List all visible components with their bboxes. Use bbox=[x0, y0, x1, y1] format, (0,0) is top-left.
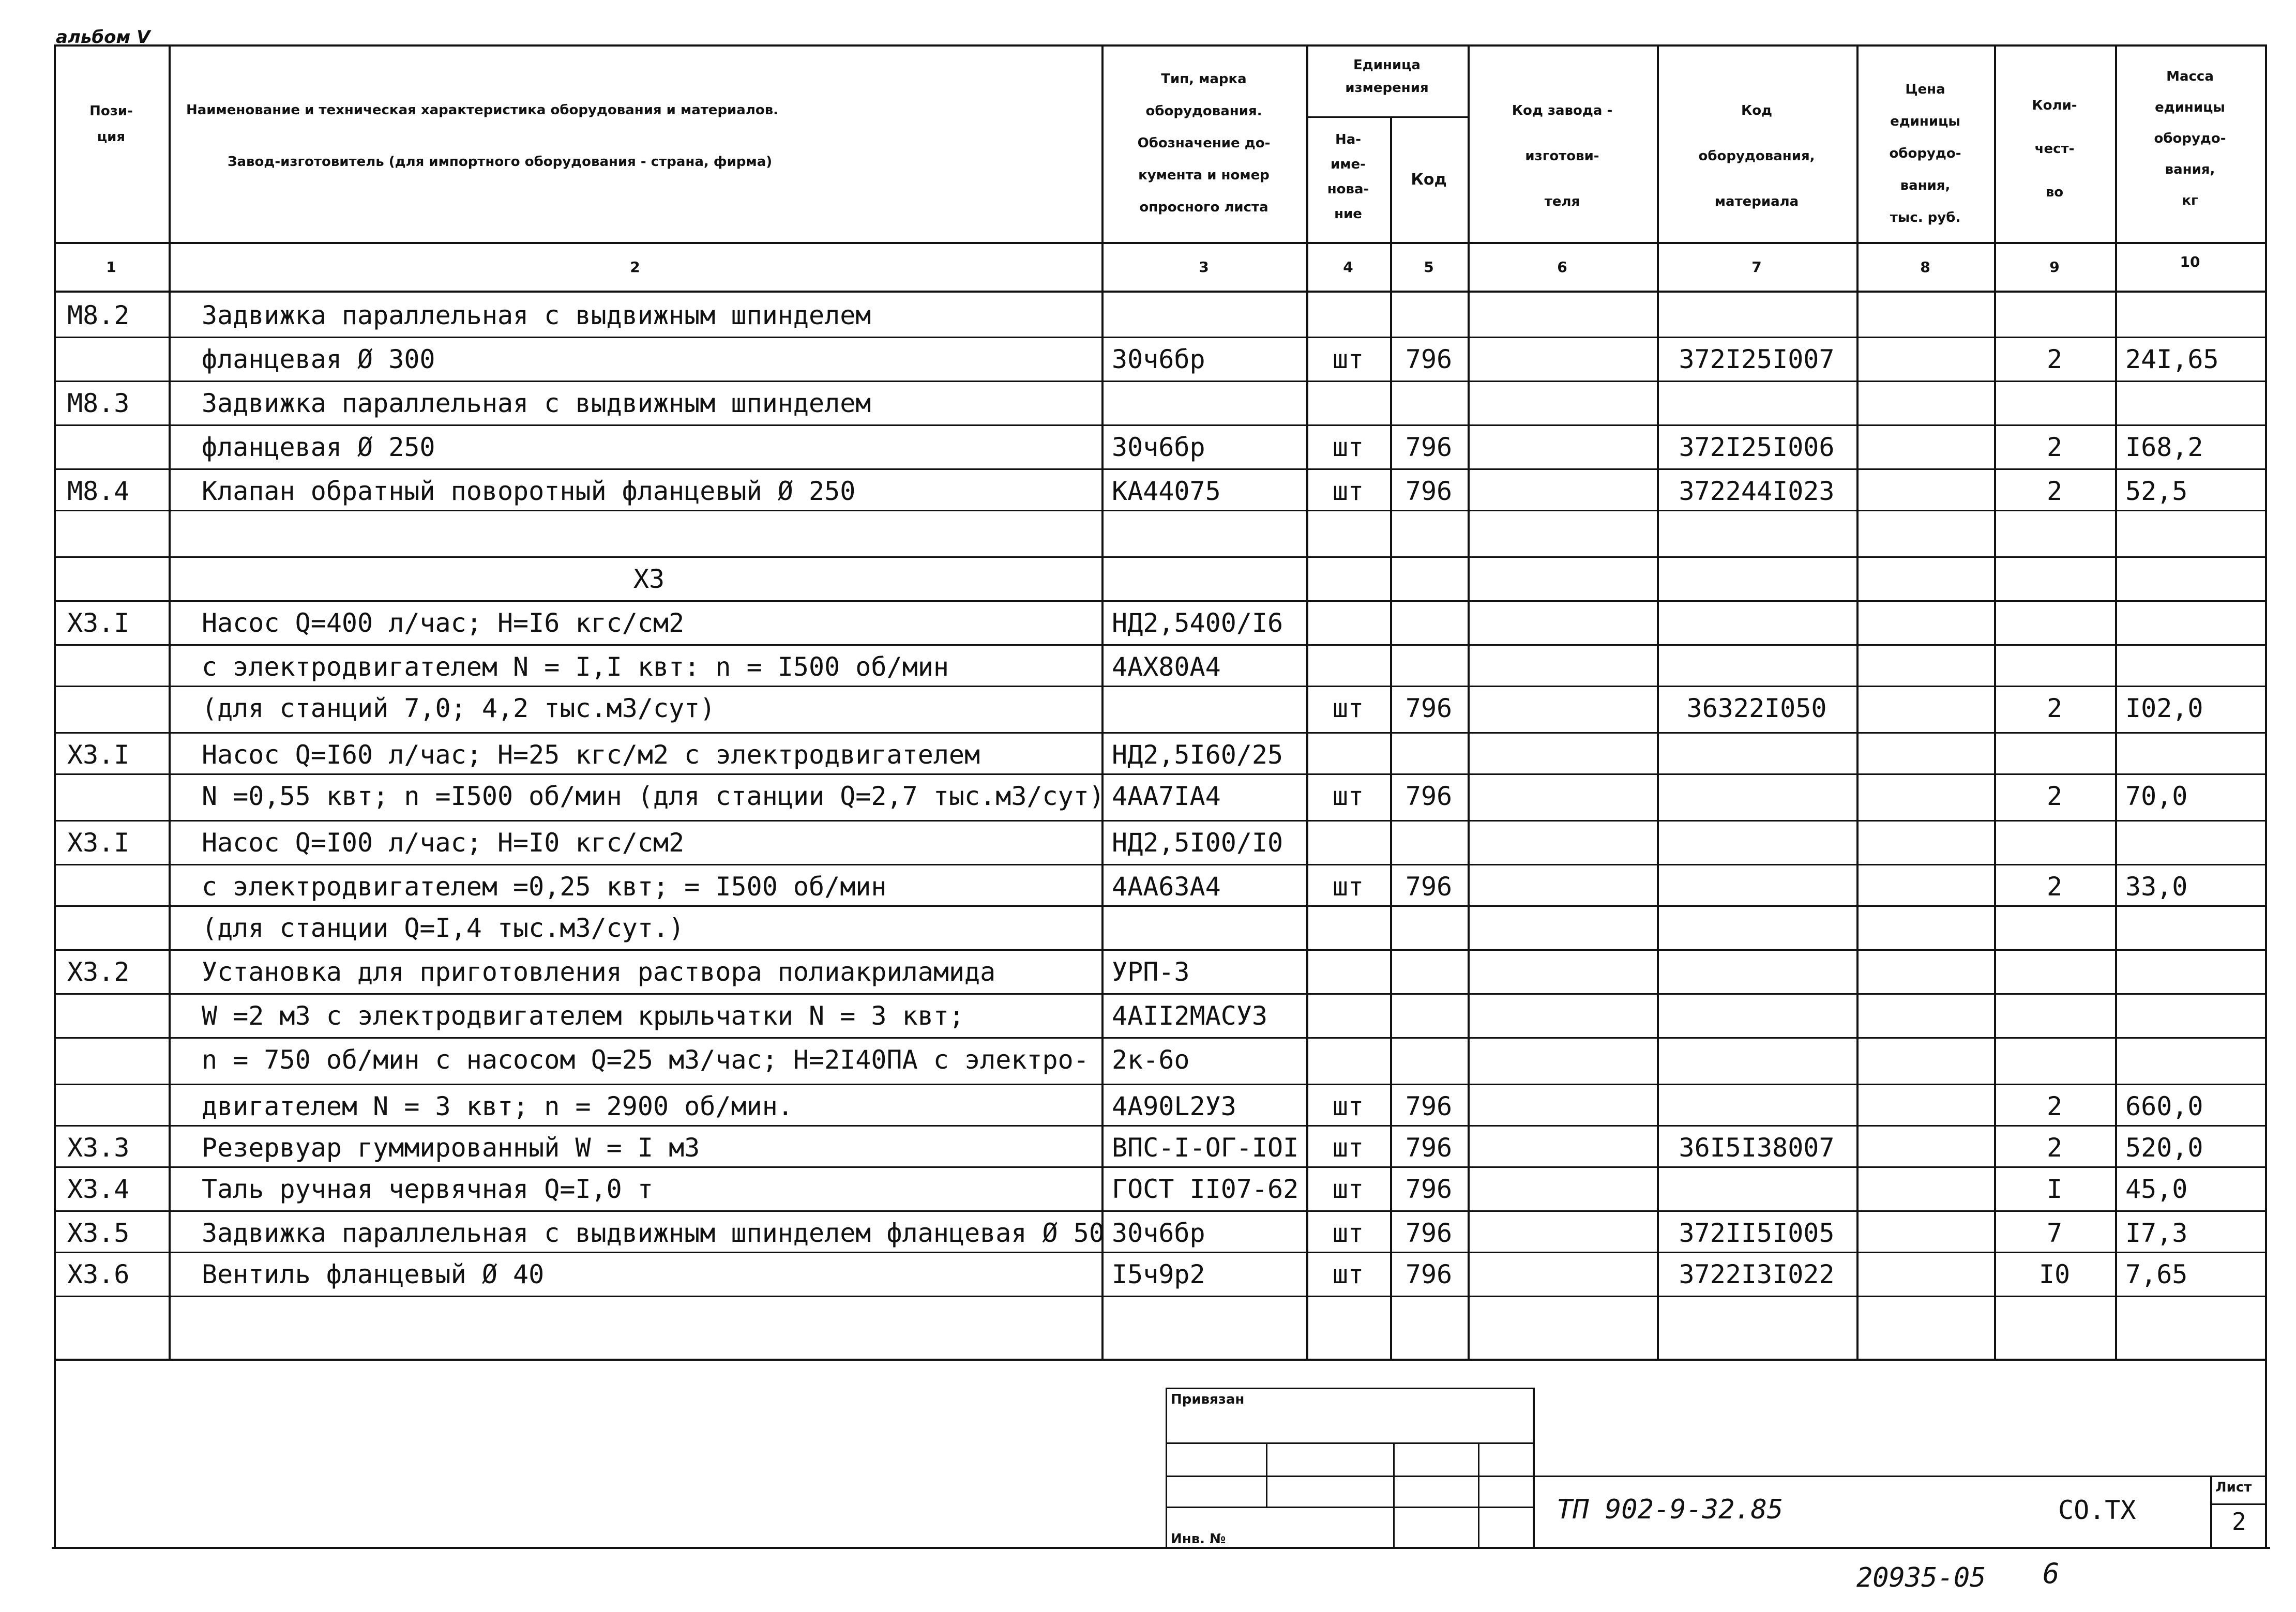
cell-name: с электродвигателем N = I,I квт: n = I500 об/мин bbox=[202, 652, 949, 682]
header-name-line2: Завод-изготовитель (для импортного оборудования - страна, фирма) bbox=[228, 154, 773, 170]
cell-pos: X3.2 bbox=[67, 957, 130, 987]
cell-code: 796 bbox=[1405, 693, 1453, 723]
cell-name: Задвижка параллельная с выдвижным шпинделем фланцевая Ø 50 bbox=[202, 1218, 1105, 1248]
row-divider bbox=[54, 1125, 2265, 1127]
header-unit: Единица измерения bbox=[1345, 57, 1429, 96]
cell-code: 796 bbox=[1405, 344, 1453, 374]
colnum-10: 10 bbox=[2180, 253, 2200, 270]
row-divider bbox=[54, 468, 2265, 470]
row-divider bbox=[54, 510, 2265, 511]
header-type: Тип, марка оборудования. Обозначение до- кумента и номер опросного листа bbox=[1137, 71, 1271, 215]
stamp-bound-label: Привязан bbox=[1171, 1392, 1245, 1407]
cell-eq: 36I5I38007 bbox=[1679, 1133, 1835, 1163]
cell-qty: 2 bbox=[2046, 781, 2063, 811]
colnum-9: 9 bbox=[2049, 258, 2060, 276]
cell-type: 4AA7IA4 bbox=[1112, 781, 1221, 811]
frame-right bbox=[2265, 44, 2267, 1548]
cell-name: с электродвигателем =0,25 квт; = I500 об/мин bbox=[202, 872, 887, 902]
cell-qty: 2 bbox=[2046, 1133, 2063, 1163]
row-divider bbox=[54, 773, 2265, 775]
colnum-6: 6 bbox=[1557, 258, 1567, 276]
cell-unit: шт bbox=[1332, 476, 1364, 506]
cell-type: УРП-3 bbox=[1112, 957, 1190, 987]
archive-number: 20935-05 bbox=[1856, 1562, 1986, 1593]
sheet-label: Лист bbox=[2215, 1480, 2252, 1495]
row-divider bbox=[54, 381, 2265, 382]
cell-pos: M8.2 bbox=[67, 300, 130, 330]
cell-unit: шт bbox=[1332, 1259, 1364, 1289]
cell-mass: 24I,65 bbox=[2125, 344, 2219, 374]
cell-mass: 520,0 bbox=[2125, 1133, 2203, 1163]
cell-name: Клапан обратный поворотный фланцевый Ø 250 bbox=[202, 476, 856, 506]
col-line-2 bbox=[1101, 44, 1104, 1359]
col-line-7 bbox=[1856, 44, 1859, 1359]
cell-type: 30ч6бр bbox=[1112, 432, 1205, 462]
cell-type: 4A90L2У3 bbox=[1112, 1091, 1236, 1121]
col-line-9 bbox=[2115, 44, 2117, 1359]
row-divider bbox=[54, 949, 2265, 951]
cell-pos: X3.6 bbox=[67, 1259, 130, 1289]
table-end-line bbox=[54, 1359, 2265, 1361]
cell-type: I5ч9р2 bbox=[1112, 1259, 1205, 1289]
colnum-4: 4 bbox=[1343, 258, 1353, 276]
colnum-8: 8 bbox=[1920, 258, 1930, 276]
cell-code: 796 bbox=[1405, 872, 1453, 902]
colnum-7: 7 bbox=[1751, 258, 1762, 276]
cell-name: Насос Q=I60 л/час; H=25 кгс/м2 с электродвигателем bbox=[202, 740, 980, 770]
cell-name: Задвижка параллельная с выдвижным шпинделем bbox=[202, 388, 871, 418]
cell-name: N =0,55 квт; n =I500 об/мин (для станции Q=2,7 тыс.м3/сут) bbox=[202, 781, 1105, 811]
unit-header-split bbox=[1306, 116, 1468, 118]
cell-type: КА44075 bbox=[1112, 476, 1221, 506]
cell-unit: шт bbox=[1332, 1091, 1364, 1121]
header-unit-code: Код bbox=[1411, 171, 1447, 189]
cell-pos: X3.I bbox=[67, 740, 130, 770]
frame-bottom bbox=[52, 1547, 2270, 1549]
cell-mass: 45,0 bbox=[2125, 1174, 2188, 1204]
cell-type: 30ч6бр bbox=[1112, 344, 1205, 374]
cell-name: (для станций 7,0; 4,2 тыс.м3/сут) bbox=[202, 693, 716, 723]
row-divider bbox=[54, 1252, 2265, 1253]
cell-qty: 2 bbox=[2046, 693, 2063, 723]
cell-code: 796 bbox=[1405, 1259, 1453, 1289]
row-divider bbox=[54, 1210, 2265, 1212]
cell-mass: I68,2 bbox=[2125, 432, 2203, 462]
cell-mass: I7,3 bbox=[2125, 1218, 2188, 1248]
cell-name: двигателем N = 3 квт; n = 2900 об/мин. bbox=[202, 1091, 793, 1121]
header-name-line1: Наименование и техническая характеристика оборудования и материалов. bbox=[186, 102, 779, 118]
frame-top bbox=[54, 44, 2267, 47]
cell-name: Таль ручная червячная Q=I,0 т bbox=[202, 1174, 653, 1204]
page-number: 6 bbox=[2043, 1557, 2060, 1590]
header-mass: Масса единицы оборудо- вания, кг bbox=[2154, 69, 2226, 208]
cell-qty: 2 bbox=[2046, 872, 2063, 902]
cell-mass: 7,65 bbox=[2125, 1259, 2188, 1289]
cell-eq: 372II5I005 bbox=[1679, 1218, 1835, 1248]
colnum-3: 3 bbox=[1199, 258, 1209, 276]
cell-name: (для станции Q=I,4 тыс.м3/сут.) bbox=[202, 913, 685, 943]
cell-eq: 3722I3I022 bbox=[1679, 1259, 1835, 1289]
cell-mass: I02,0 bbox=[2125, 693, 2203, 723]
cell-eq: 372244I023 bbox=[1679, 476, 1835, 506]
cell-name: фланцевая Ø 250 bbox=[202, 432, 435, 462]
cell-eq: 36322I050 bbox=[1686, 693, 1827, 723]
cell-type: НД2,5I60/25 bbox=[1112, 740, 1283, 770]
cell-qty: 2 bbox=[2046, 344, 2063, 374]
row-divider bbox=[54, 1037, 2265, 1039]
col-line-1 bbox=[169, 44, 171, 1359]
cell-pos: X3.3 bbox=[67, 1133, 130, 1163]
cell-name: фланцевая Ø 300 bbox=[202, 344, 435, 374]
cell-pos: M8.4 bbox=[67, 476, 130, 506]
col-line-5 bbox=[1468, 44, 1470, 1359]
cell-qty: 2 bbox=[2046, 432, 2063, 462]
cell-qty: I0 bbox=[2038, 1259, 2071, 1289]
header-eq-code: Код оборудования, материала bbox=[1698, 103, 1815, 209]
cell-type: 4AA63A4 bbox=[1112, 872, 1221, 902]
header-price: Цена единицы оборудо- вания, тыс. руб. bbox=[1889, 82, 1961, 225]
cell-pos: X3.4 bbox=[67, 1174, 130, 1204]
colnum-bottom-line bbox=[54, 291, 2265, 293]
row-divider bbox=[54, 556, 2265, 558]
cell-code: 796 bbox=[1405, 1218, 1453, 1248]
cell-name: X3 bbox=[633, 564, 665, 594]
cell-unit: шт bbox=[1332, 1174, 1364, 1204]
colnum-5: 5 bbox=[1424, 258, 1434, 276]
cell-type: НД2,5I00/I0 bbox=[1112, 828, 1283, 858]
cell-qty: 2 bbox=[2046, 476, 2063, 506]
cell-name: Резервуар гуммированный W = I м3 bbox=[202, 1133, 700, 1163]
col-line-4 bbox=[1390, 116, 1392, 1359]
cell-code: 796 bbox=[1405, 476, 1453, 506]
doc-mark: СО.ТХ bbox=[2058, 1495, 2136, 1525]
cell-unit: шт bbox=[1332, 693, 1364, 723]
header-bottom-line bbox=[54, 242, 2265, 244]
row-divider bbox=[54, 864, 2265, 865]
row-divider bbox=[54, 820, 2265, 822]
cell-type: 2к-6о bbox=[1112, 1045, 1190, 1075]
cell-pos: X3.5 bbox=[67, 1218, 130, 1248]
cell-pos: X3.I bbox=[67, 608, 130, 638]
row-divider bbox=[54, 905, 2265, 907]
row-divider bbox=[54, 600, 2265, 602]
cell-code: 796 bbox=[1405, 1174, 1453, 1204]
header-qty: Коли- чест- во bbox=[2032, 98, 2077, 200]
stamp-inv-label: Инв. № bbox=[1171, 1531, 1226, 1547]
row-divider bbox=[54, 993, 2265, 995]
cell-name: n = 750 об/мин с насосом Q=25 м3/час; H=2I40ПА с электро- bbox=[202, 1045, 1089, 1075]
row-divider bbox=[54, 337, 2265, 338]
cell-unit: шт bbox=[1332, 781, 1364, 811]
cell-type: ГОСТ II07-62 bbox=[1112, 1174, 1299, 1204]
cell-qty: I bbox=[2046, 1174, 2063, 1204]
cell-pos: M8.3 bbox=[67, 388, 130, 418]
cell-name: Насос Q=400 л/час; H=I6 кгс/см2 bbox=[202, 608, 685, 638]
row-divider bbox=[54, 1084, 2265, 1085]
cell-unit: шт bbox=[1332, 1218, 1364, 1248]
cell-name: Вентиль фланцевый Ø 40 bbox=[202, 1259, 545, 1289]
colnum-2: 2 bbox=[630, 258, 640, 276]
cell-mass: 33,0 bbox=[2125, 872, 2188, 902]
cell-qty: 7 bbox=[2046, 1218, 2063, 1248]
album-label: альбом V bbox=[56, 27, 150, 48]
row-divider bbox=[54, 1166, 2265, 1168]
cell-unit: шт bbox=[1332, 432, 1364, 462]
row-divider bbox=[54, 686, 2265, 687]
header-position: Пози- ция bbox=[89, 103, 133, 145]
header-mfr-code: Код завода - изготови- теля bbox=[1512, 103, 1613, 209]
cell-code: 796 bbox=[1405, 781, 1453, 811]
colnum-1: 1 bbox=[106, 258, 116, 276]
cell-pos: X3.I bbox=[67, 828, 130, 858]
cell-unit: шт bbox=[1332, 1133, 1364, 1163]
row-divider bbox=[54, 424, 2265, 426]
cell-unit: шт bbox=[1332, 344, 1364, 374]
sheet-number: 2 bbox=[2232, 1508, 2246, 1535]
cell-code: 796 bbox=[1405, 1133, 1453, 1163]
cell-mass: 660,0 bbox=[2125, 1091, 2203, 1121]
cell-mass: 52,5 bbox=[2125, 476, 2188, 506]
doc-code: ТП 902-9-32.85 bbox=[1557, 1494, 1784, 1525]
cell-type: НД2,5400/I6 bbox=[1112, 608, 1283, 638]
cell-code: 796 bbox=[1405, 1091, 1453, 1121]
cell-type: 4AX80A4 bbox=[1112, 652, 1221, 682]
cell-name: W =2 м3 с электродвигателем крыльчатки N = 3 квт; bbox=[202, 1001, 965, 1031]
cell-name: Установка для приготовления раствора полиакриламида bbox=[202, 957, 996, 987]
cell-type: 30ч6бр bbox=[1112, 1218, 1205, 1248]
row-divider bbox=[54, 644, 2265, 646]
cell-code: 796 bbox=[1405, 432, 1453, 462]
cell-type: ВПС-I-ОГ-IOI bbox=[1112, 1133, 1299, 1163]
cell-name: Задвижка параллельная с выдвижным шпинделем bbox=[202, 300, 871, 330]
cell-eq: 372I25I006 bbox=[1679, 432, 1835, 462]
cell-type: 4AII2MACУ3 bbox=[1112, 1001, 1268, 1031]
cell-mass: 70,0 bbox=[2125, 781, 2188, 811]
header-unit-name: На- име- нова- ние bbox=[1327, 132, 1369, 222]
row-divider bbox=[54, 1296, 2265, 1297]
cell-unit: шт bbox=[1332, 872, 1364, 902]
cell-eq: 372I25I007 bbox=[1679, 344, 1835, 374]
cell-qty: 2 bbox=[2046, 1091, 2063, 1121]
cell-name: Насос Q=I00 л/час; H=I0 кгс/см2 bbox=[202, 828, 685, 858]
row-divider bbox=[54, 732, 2265, 734]
